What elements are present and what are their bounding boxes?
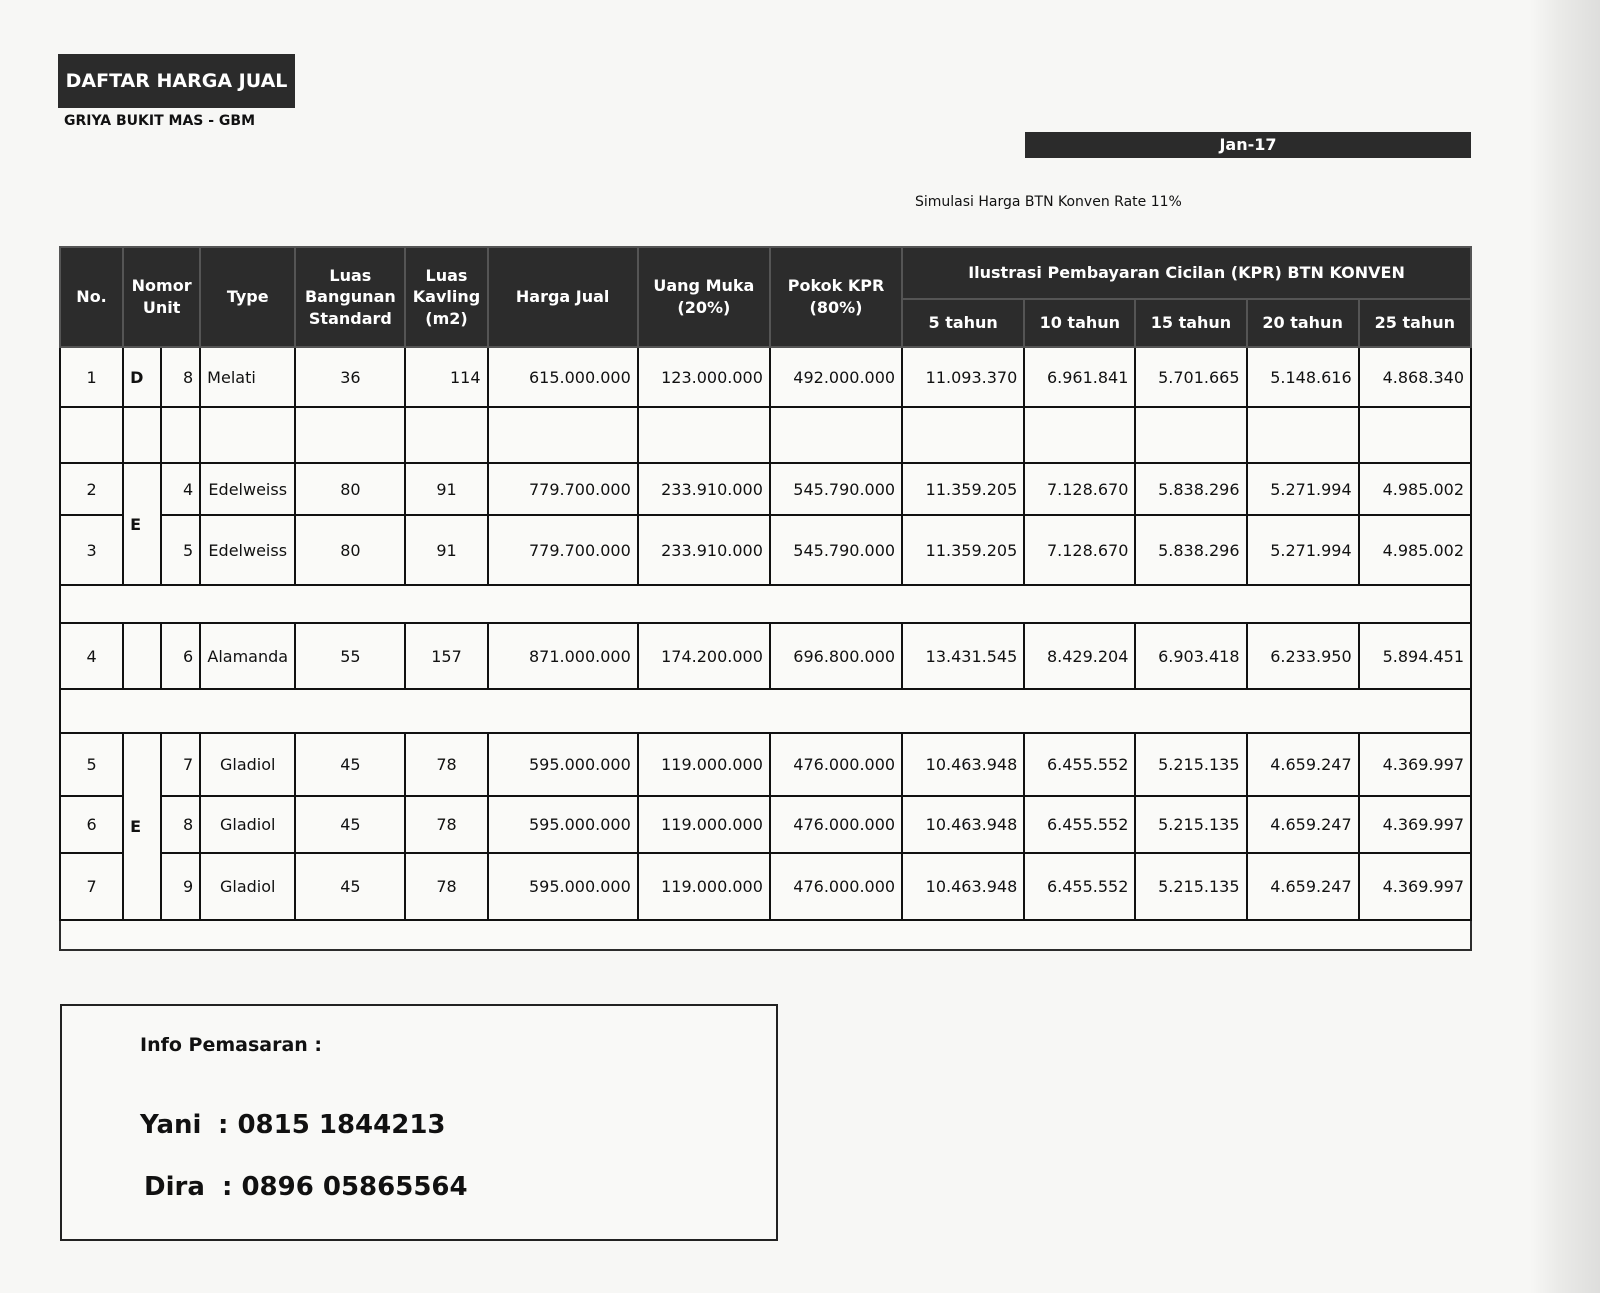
- cell-block: E: [123, 733, 161, 920]
- empty-row: [60, 407, 1471, 463]
- cell-25-tahun: 4.369.997: [1359, 853, 1471, 920]
- cell-20-tahun: 4.659.247: [1247, 853, 1359, 920]
- contact-phone: : 0896 05865564: [222, 1172, 468, 1202]
- cell-pokok-kpr: 476.000.000: [770, 733, 902, 796]
- table-footer-bar: [60, 920, 1471, 950]
- cell-pokok-kpr: 696.800.000: [770, 623, 902, 689]
- header-nomor-unit: Nomor Unit: [123, 247, 200, 347]
- cell-25-tahun: 4.369.997: [1359, 733, 1471, 796]
- date-bar: Jan-17: [1025, 132, 1471, 158]
- cell-harga-jual: 871.000.000: [488, 623, 638, 689]
- cell-10-tahun: 7.128.670: [1024, 515, 1135, 585]
- cell-uang-muka: 233.910.000: [638, 515, 770, 585]
- contact-yani: [140, 1110, 446, 1140]
- cell-20-tahun: 4.659.247: [1247, 796, 1359, 853]
- cell-harga-jual: 779.700.000: [488, 515, 638, 585]
- cell-type: Gladiol: [200, 853, 295, 920]
- cell-luas-bangunan: 45: [295, 796, 405, 853]
- cell-block: [123, 623, 161, 689]
- header-pokok-kpr: Pokok KPR (80%): [770, 247, 902, 347]
- document-title: DAFTAR HARGA JUAL: [58, 54, 295, 108]
- contact-name: Dira: [144, 1172, 205, 1202]
- table-row: [60, 463, 1471, 515]
- cell-unit: 9: [161, 853, 200, 920]
- cell-luas-bangunan: 36: [295, 347, 405, 407]
- table-row: [60, 515, 1471, 585]
- cell-no: 7: [60, 853, 123, 920]
- page-edge-shadow: [1530, 0, 1600, 1293]
- header-type: Type: [200, 247, 295, 347]
- cell-uang-muka: 233.910.000: [638, 463, 770, 515]
- header-uang-muka: Uang Muka (20%): [638, 247, 770, 347]
- header-no: No.: [60, 247, 123, 347]
- cell-luas-kavling: 78: [405, 796, 487, 853]
- cell-uang-muka: 123.000.000: [638, 347, 770, 407]
- contact-phone: : 0815 1844213: [218, 1110, 446, 1140]
- cell-5-tahun: 11.359.205: [902, 515, 1024, 585]
- cell-15-tahun: 5.838.296: [1135, 463, 1246, 515]
- table-row: [60, 853, 1471, 920]
- cell-harga-jual: 595.000.000: [488, 853, 638, 920]
- header-5-tahun: 5 tahun: [902, 299, 1024, 347]
- cell-pokok-kpr: 476.000.000: [770, 796, 902, 853]
- cell-type: Gladiol: [200, 733, 295, 796]
- cell-pokok-kpr: 492.000.000: [770, 347, 902, 407]
- cell-10-tahun: 7.128.670: [1024, 463, 1135, 515]
- cell-harga-jual: 595.000.000: [488, 733, 638, 796]
- cell-uang-muka: 174.200.000: [638, 623, 770, 689]
- cell-10-tahun: 6.455.552: [1024, 733, 1135, 796]
- cell-uang-muka: 119.000.000: [638, 733, 770, 796]
- table-row: [60, 623, 1471, 689]
- cell-unit: 6: [161, 623, 200, 689]
- cell-no: 4: [60, 623, 123, 689]
- cell-15-tahun: 5.701.665: [1135, 347, 1246, 407]
- cell-20-tahun: 5.148.616: [1247, 347, 1359, 407]
- cell-luas-kavling: 114: [405, 347, 487, 407]
- cell-luas-bangunan: 45: [295, 853, 405, 920]
- cell-5-tahun: 10.463.948: [902, 733, 1024, 796]
- cell-type: Edelweiss: [200, 515, 295, 585]
- cell-luas-kavling: 78: [405, 853, 487, 920]
- table-row: [60, 796, 1471, 853]
- cell-pokok-kpr: 476.000.000: [770, 853, 902, 920]
- cell-luas-kavling: 78: [405, 733, 487, 796]
- cell-15-tahun: 6.903.418: [1135, 623, 1246, 689]
- header-harga-jual: Harga Jual: [488, 247, 638, 347]
- cell-harga-jual: 595.000.000: [488, 796, 638, 853]
- cell-15-tahun: 5.838.296: [1135, 515, 1246, 585]
- header-cicilan-group: Ilustrasi Pembayaran Cicilan (KPR) BTN KONVEN: [902, 247, 1471, 299]
- cell-unit: 7: [161, 733, 200, 796]
- cell-harga-jual: 779.700.000: [488, 463, 638, 515]
- header-10-tahun: 10 tahun: [1024, 299, 1135, 347]
- cell-pokok-kpr: 545.790.000: [770, 463, 902, 515]
- contact-name: Yani: [140, 1110, 202, 1140]
- cell-harga-jual: 615.000.000: [488, 347, 638, 407]
- cell-5-tahun: 10.463.948: [902, 853, 1024, 920]
- header-luas-bangunan: Luas Bangunan Standard: [295, 247, 405, 347]
- cell-uang-muka: 119.000.000: [638, 796, 770, 853]
- header-25-tahun: 25 tahun: [1359, 299, 1471, 347]
- spacer-row: [60, 585, 1471, 623]
- cell-25-tahun: 4.985.002: [1359, 515, 1471, 585]
- cell-25-tahun: 5.894.451: [1359, 623, 1471, 689]
- price-table: [59, 246, 1472, 951]
- cell-20-tahun: 5.271.994: [1247, 515, 1359, 585]
- cell-unit: 5: [161, 515, 200, 585]
- cell-type: Edelweiss: [200, 463, 295, 515]
- simulation-note: Simulasi Harga BTN Konven Rate 11%: [915, 194, 1182, 210]
- cell-15-tahun: 5.215.135: [1135, 853, 1246, 920]
- cell-type: Gladiol: [200, 796, 295, 853]
- cell-25-tahun: 4.985.002: [1359, 463, 1471, 515]
- cell-type: Melati: [200, 347, 295, 407]
- cell-5-tahun: 11.359.205: [902, 463, 1024, 515]
- project-subtitle: GRIYA BUKIT MAS - GBM: [64, 113, 256, 129]
- cell-uang-muka: 119.000.000: [638, 853, 770, 920]
- cell-15-tahun: 5.215.135: [1135, 733, 1246, 796]
- cell-20-tahun: 6.233.950: [1247, 623, 1359, 689]
- cell-25-tahun: 4.369.997: [1359, 796, 1471, 853]
- table-row: [60, 347, 1471, 407]
- contact-dira: [144, 1172, 468, 1202]
- info-title: Info Pemasaran :: [140, 1034, 323, 1056]
- cell-10-tahun: 6.455.552: [1024, 796, 1135, 853]
- cell-luas-bangunan: 45: [295, 733, 405, 796]
- spacer-row: [60, 689, 1471, 733]
- cell-25-tahun: 4.868.340: [1359, 347, 1471, 407]
- cell-luas-bangunan: 80: [295, 515, 405, 585]
- cell-luas-kavling: 157: [405, 623, 487, 689]
- cell-no: 1: [60, 347, 123, 407]
- marketing-info-box: [60, 1004, 778, 1241]
- cell-5-tahun: 13.431.545: [902, 623, 1024, 689]
- cell-luas-kavling: 91: [405, 463, 487, 515]
- cell-5-tahun: 11.093.370: [902, 347, 1024, 407]
- cell-20-tahun: 5.271.994: [1247, 463, 1359, 515]
- cell-10-tahun: 6.961.841: [1024, 347, 1135, 407]
- cell-luas-bangunan: 80: [295, 463, 405, 515]
- cell-unit: 8: [161, 796, 200, 853]
- cell-unit: 8: [161, 347, 200, 407]
- cell-luas-kavling: 91: [405, 515, 487, 585]
- cell-no: 3: [60, 515, 123, 585]
- cell-no: 6: [60, 796, 123, 853]
- header-luas-kavling: Luas Kavling (m2): [405, 247, 487, 347]
- header-20-tahun: 20 tahun: [1247, 299, 1359, 347]
- cell-type: Alamanda: [200, 623, 295, 689]
- cell-5-tahun: 10.463.948: [902, 796, 1024, 853]
- cell-10-tahun: 6.455.552: [1024, 853, 1135, 920]
- table-row: [60, 733, 1471, 796]
- cell-20-tahun: 4.659.247: [1247, 733, 1359, 796]
- cell-pokok-kpr: 545.790.000: [770, 515, 902, 585]
- cell-10-tahun: 8.429.204: [1024, 623, 1135, 689]
- cell-15-tahun: 5.215.135: [1135, 796, 1246, 853]
- header-15-tahun: 15 tahun: [1135, 299, 1246, 347]
- cell-no: 2: [60, 463, 123, 515]
- cell-luas-bangunan: 55: [295, 623, 405, 689]
- cell-block: D: [123, 347, 161, 407]
- cell-block: E: [123, 463, 161, 585]
- cell-no: 5: [60, 733, 123, 796]
- cell-unit: 4: [161, 463, 200, 515]
